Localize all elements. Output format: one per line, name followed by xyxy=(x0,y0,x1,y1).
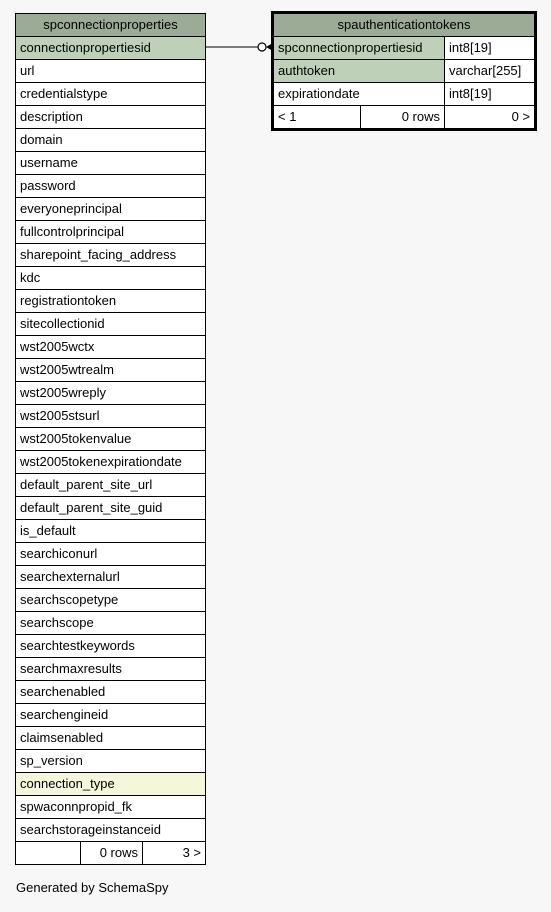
column-row xyxy=(16,37,205,60)
column-row xyxy=(16,428,205,451)
column-name[interactable]: searchiconurl xyxy=(20,546,98,561)
column-name[interactable]: wst2005stsurl xyxy=(20,408,100,423)
column-row xyxy=(16,175,205,198)
zero-cardinality-icon xyxy=(258,43,266,51)
column-name[interactable]: description xyxy=(20,109,83,124)
column-row xyxy=(16,60,205,83)
footer-parents-link[interactable]: < 1 xyxy=(278,109,297,124)
column-name-primary-key[interactable]: spconnectionpropertiesid xyxy=(274,37,444,59)
column-row xyxy=(16,313,205,336)
column-name[interactable]: expirationdate xyxy=(278,86,360,101)
column-row xyxy=(16,819,205,842)
column-row xyxy=(274,37,534,60)
column-name[interactable]: wst2005wtrealm xyxy=(20,362,114,377)
column-name[interactable]: searchscopetype xyxy=(20,592,119,607)
column-name[interactable]: searchmaxresults xyxy=(20,661,122,676)
column-name[interactable]: wst2005tokenexpirationdate xyxy=(20,454,182,469)
column-name-primary-key[interactable]: authtoken xyxy=(274,60,444,82)
column-row xyxy=(16,727,205,750)
table-footer xyxy=(274,106,534,128)
column-name[interactable]: searchtestkeywords xyxy=(20,638,135,653)
column-row xyxy=(16,152,205,175)
table-header xyxy=(274,14,534,37)
column-row xyxy=(16,244,205,267)
column-name[interactable]: fullcontrolprincipal xyxy=(20,224,125,239)
footer-children-link[interactable]: 0 > xyxy=(444,106,534,128)
column-name[interactable]: claimsenabled xyxy=(20,730,104,745)
column-row xyxy=(16,474,205,497)
column-row xyxy=(16,612,205,635)
column-row xyxy=(16,589,205,612)
column-row xyxy=(16,405,205,428)
column-row xyxy=(16,796,205,819)
column-name[interactable]: kdc xyxy=(20,270,41,285)
table-footer xyxy=(16,842,205,864)
column-name[interactable]: password xyxy=(20,178,76,193)
column-name[interactable]: searchenabled xyxy=(20,684,106,699)
column-type: varchar[255] xyxy=(444,60,534,82)
column-name[interactable]: registrationtoken xyxy=(20,293,117,308)
column-name[interactable]: url xyxy=(20,63,35,78)
column-row xyxy=(16,543,205,566)
column-row xyxy=(16,221,205,244)
column-name[interactable]: sharepoint_facing_address xyxy=(20,247,177,262)
column-name[interactable]: sitecollectionid xyxy=(20,316,105,331)
column-name-primary-key[interactable]: connectionpropertiesid xyxy=(16,37,205,59)
column-row xyxy=(274,83,534,106)
column-type: int8[19] xyxy=(444,83,534,105)
column-row xyxy=(16,681,205,704)
column-row xyxy=(16,773,205,796)
column-name[interactable]: domain xyxy=(20,132,63,147)
column-row xyxy=(16,267,205,290)
column-name[interactable]: searchexternalurl xyxy=(20,569,120,584)
column-name[interactable]: credentialstype xyxy=(20,86,108,101)
table-spauthenticationtokens xyxy=(271,11,537,131)
column-name[interactable]: searchscope xyxy=(20,615,94,630)
column-row xyxy=(16,83,205,106)
column-name[interactable]: default_parent_site_url xyxy=(20,477,153,492)
table-header xyxy=(16,14,205,37)
column-row xyxy=(16,520,205,543)
column-row xyxy=(16,129,205,152)
table-title[interactable]: spauthenticationtokens xyxy=(274,14,534,36)
column-name[interactable]: wst2005wctx xyxy=(20,339,95,354)
column-name[interactable]: spwaconnpropid_fk xyxy=(20,799,133,814)
column-row xyxy=(16,198,205,221)
column-name[interactable]: default_parent_site_guid xyxy=(20,500,163,515)
column-row xyxy=(16,336,205,359)
column-row xyxy=(274,60,534,83)
column-row xyxy=(16,106,205,129)
column-row xyxy=(16,566,205,589)
column-name[interactable]: everyoneprincipal xyxy=(20,201,122,216)
column-row xyxy=(16,658,205,681)
column-name[interactable]: username xyxy=(20,155,78,170)
column-type: int8[19] xyxy=(444,37,534,59)
footer-row-count: 0 rows xyxy=(80,842,142,864)
column-name[interactable]: searchengineid xyxy=(20,707,109,722)
table-spconnectionproperties xyxy=(15,13,206,865)
column-name[interactable]: wst2005wreply xyxy=(20,385,106,400)
column-name[interactable]: searchstorageinstanceid xyxy=(20,822,161,837)
column-row xyxy=(16,290,205,313)
column-row xyxy=(16,750,205,773)
column-row xyxy=(16,704,205,727)
footer-children-link[interactable]: 3 > xyxy=(142,842,205,864)
column-row xyxy=(16,382,205,405)
footer-row-count: 0 rows xyxy=(360,106,444,128)
table-title[interactable]: spconnectionproperties xyxy=(16,14,205,36)
footer-parents xyxy=(16,842,80,864)
column-row xyxy=(16,635,205,658)
generated-by-note: Generated by SchemaSpy xyxy=(16,880,169,895)
column-row xyxy=(16,497,205,520)
column-name[interactable]: wst2005tokenvalue xyxy=(20,431,132,446)
column-row xyxy=(16,451,205,474)
column-name-indexed[interactable]: connection_type xyxy=(16,773,205,795)
column-row xyxy=(16,359,205,382)
column-name[interactable]: sp_version xyxy=(20,753,83,768)
column-name[interactable]: is_default xyxy=(20,523,76,538)
